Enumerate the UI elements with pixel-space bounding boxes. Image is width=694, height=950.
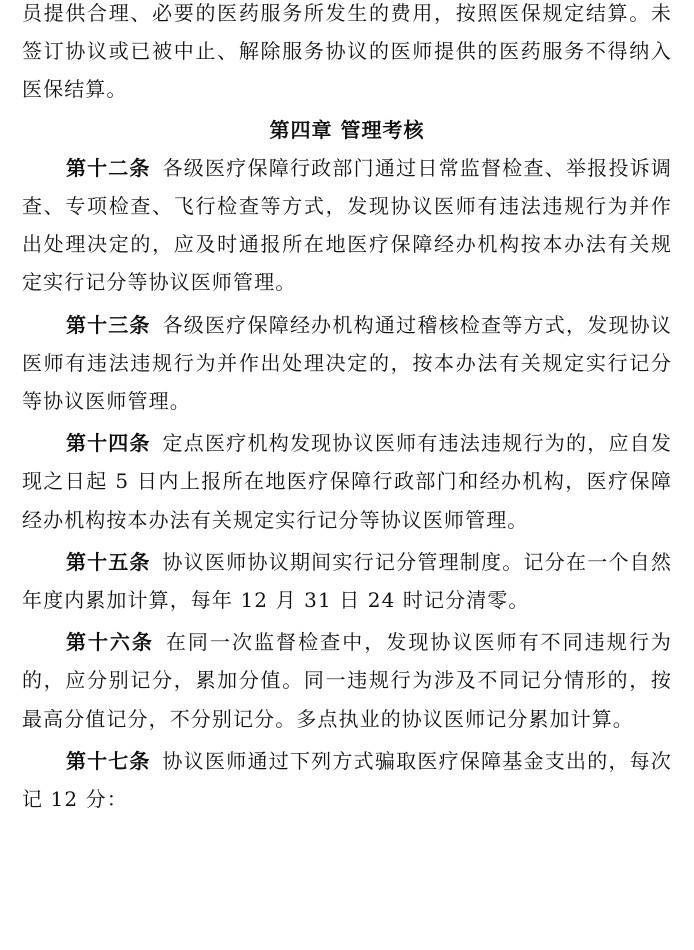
article-label: 第十四条 [66,431,151,456]
article-label: 第十七条 [66,748,151,773]
article-text: 各级医疗保障经办机构通过稽核检查等方式，发现协议医师有违法违规行为并作出处理决定的，按本办法有关规定实行记分等协议医师管理。 [22,312,673,414]
article-label: 第十三条 [66,312,151,337]
article-text: 定点医疗机构发现协议医师有违法违规行为的，应自发现之日起 5 日内上报所在地医疗保障行政部门和经办机构，医疗保障经办机构按本办法有关规定实行记分等协议医师管理。 [22,431,673,532]
article-text: 协议医师协议期间实行记分管理制度。记分在一个自然年度内累加计算，每年 12 月 31 日 24 时记分清零。 [22,549,673,613]
article-text: 协议医师通过下列方式骗取医疗保障基金支出的，每次记 12 分： [22,748,673,812]
article-label: 第十二条 [66,155,151,180]
article-12 [22,149,672,302]
article-text: 在同一次监督检查中，发现协议医师有不同违规行为的，应分别记分，累加分值。同一违规行为涉及不同记分情形的，按最高分值记分，不分别记分。多点执业的协议医师记分累加计算。 [22,630,673,731]
article-16 [22,623,672,738]
article-13 [22,306,672,421]
intro-paragraph: 员提供合理、必要的医药服务所发生的费用，按照医保规定结算。未签订协议或已被中止、解除服务协议的医师提供的医药服务不得纳入医保结算。 [22,1,672,102]
article-17 [22,742,672,818]
chapter-title: 第四章 管理考核 [269,117,425,142]
article-label: 第十六条 [66,630,154,655]
article-14 [22,424,672,539]
article-text: 各级医疗保障行政部门通过日常监督检查、举报投诉调查、专项检查、飞行检查等方式，发现协议医师有违法违规行为并作出处理决定的，应及时通报所在地医疗保障经办机构按本办法有关规定实行记分等协议医师管理。 [22,155,673,295]
article-15 [22,543,672,619]
article-label: 第十五条 [66,549,151,574]
